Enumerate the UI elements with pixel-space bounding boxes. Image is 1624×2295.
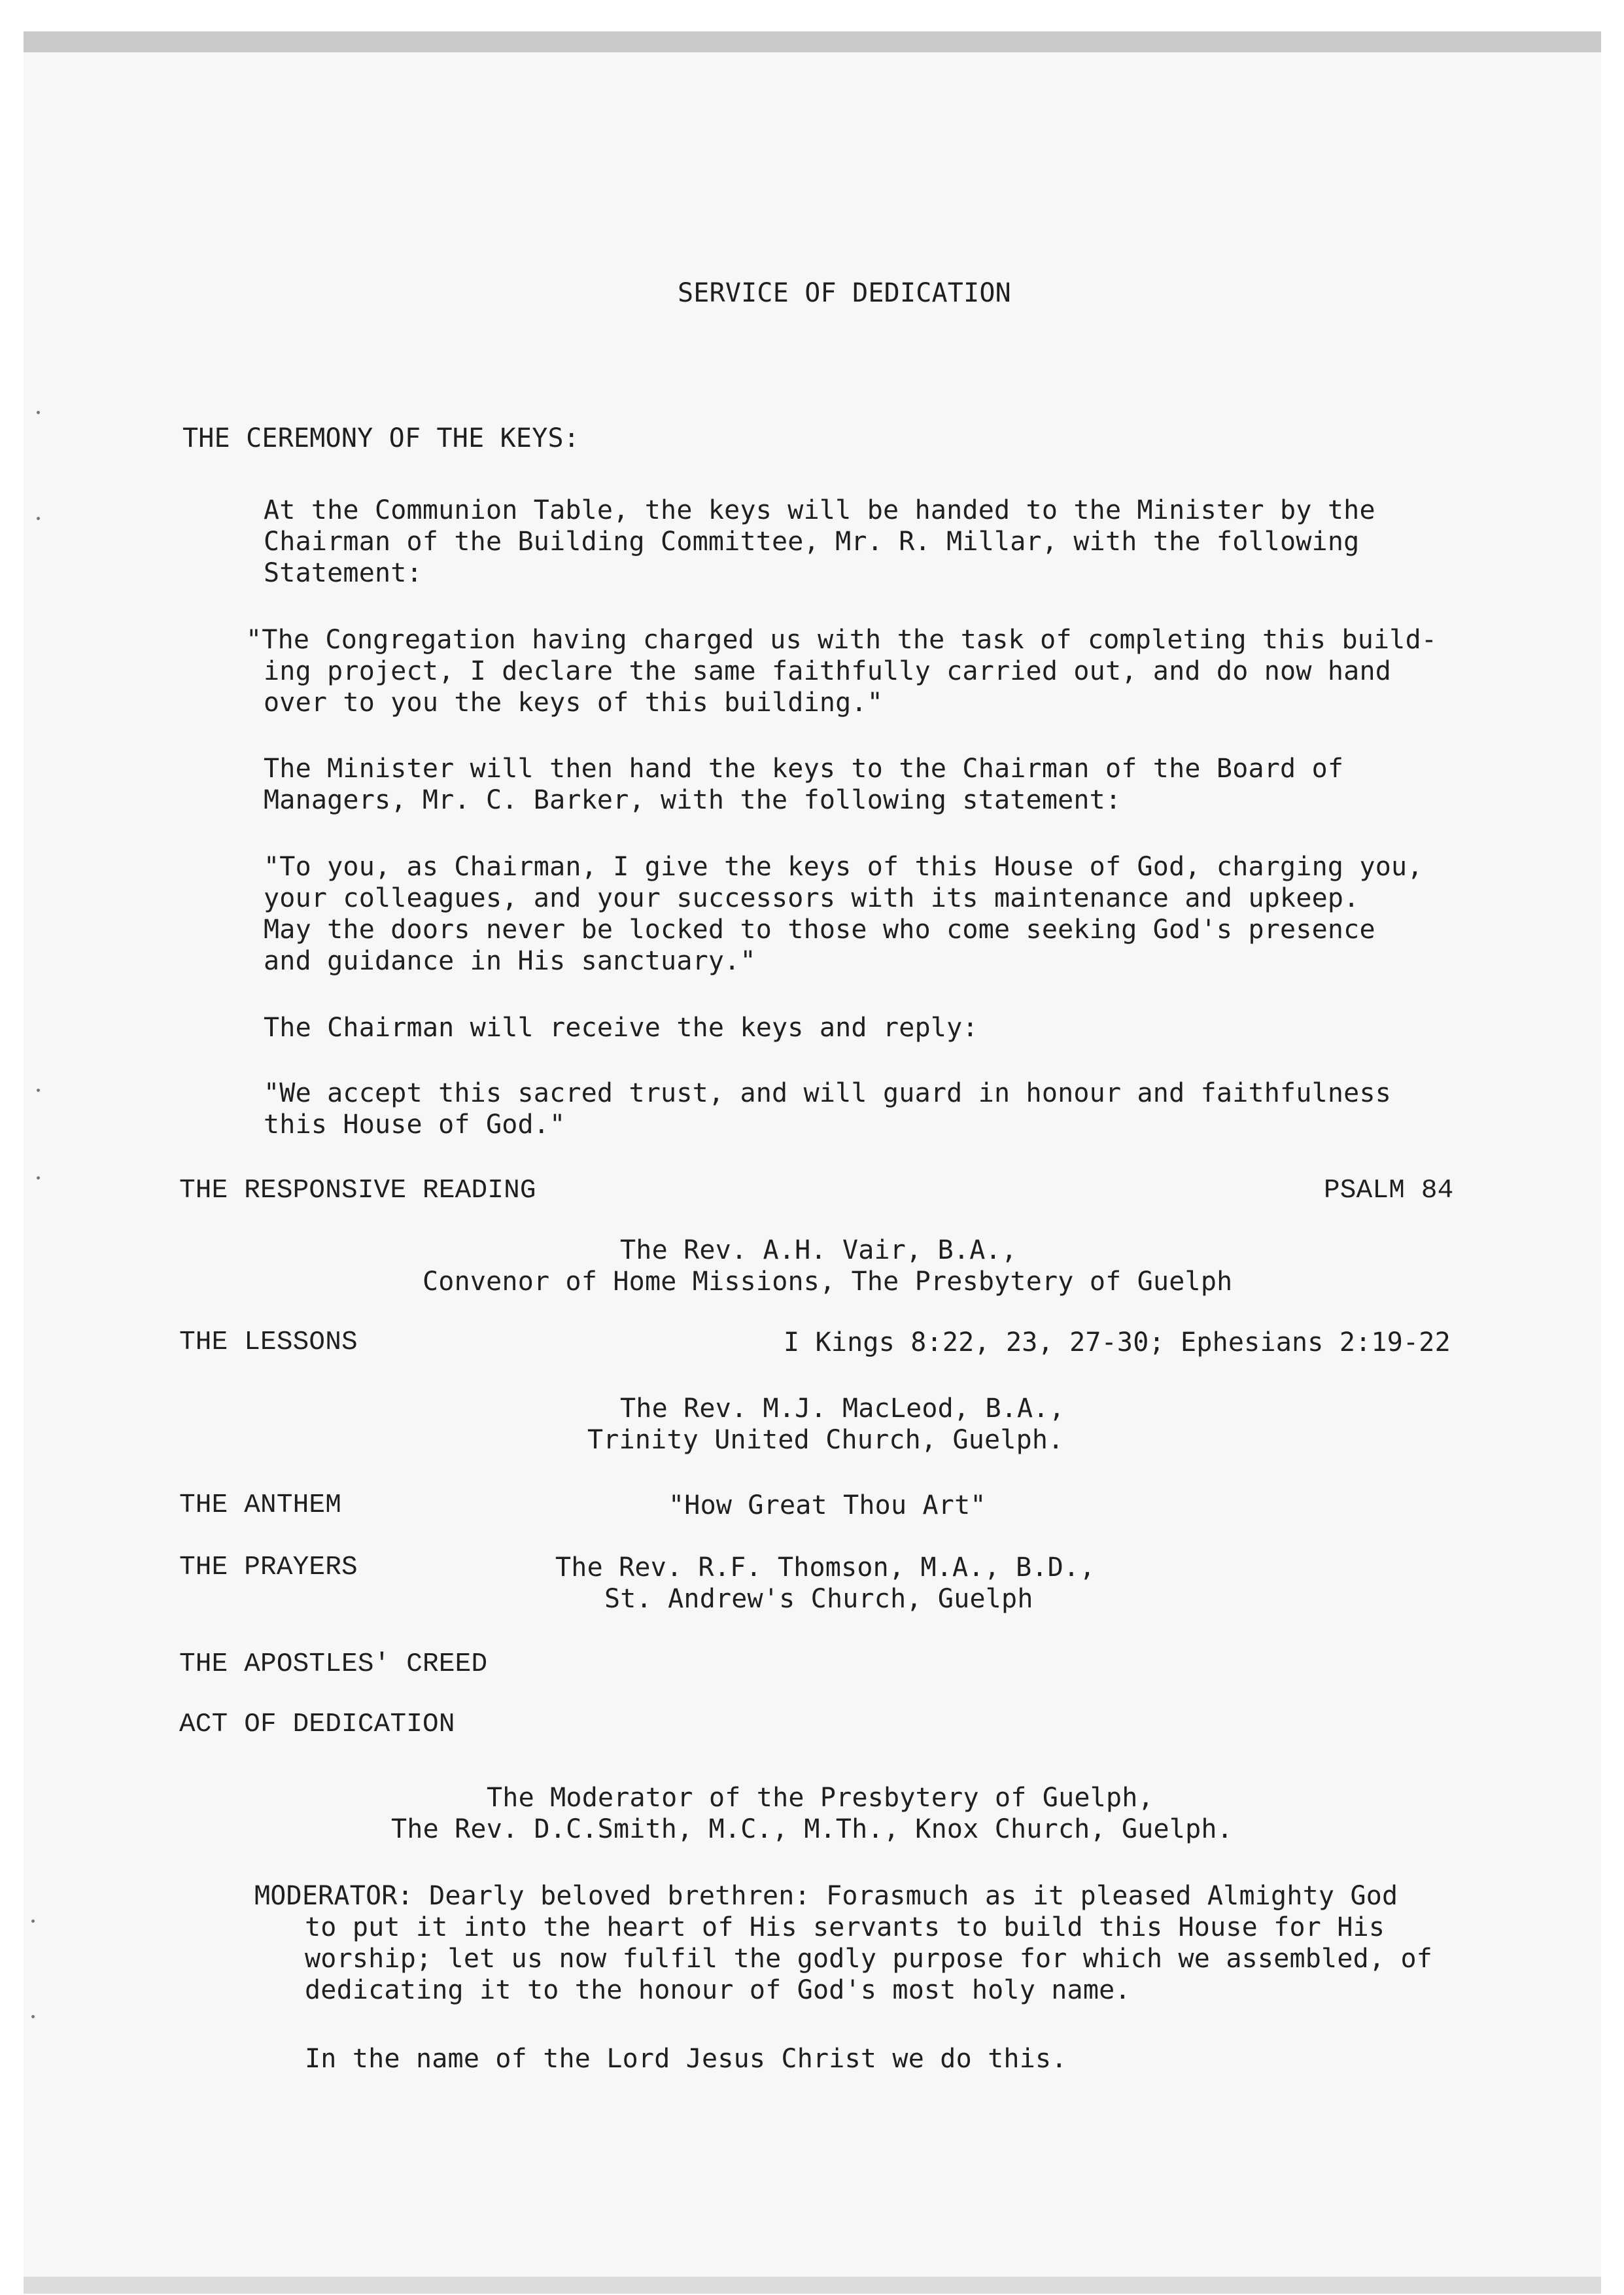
keys-quote-line: ing project, I declare the same faithfully carried out, and do now hand — [264, 656, 1392, 686]
keys-heading: THE CEREMONY OF THE KEYS: — [182, 423, 580, 453]
document-page — [24, 31, 1601, 2294]
keys-reply-line: this House of God." — [264, 1110, 566, 1140]
keys-intro-line: Statement: — [264, 558, 423, 588]
keys-quote-line: "The Congregation having charged us with the task of completing this build- — [246, 625, 1438, 655]
chairman-receive: The Chairman will receive the keys and reply: — [264, 1013, 978, 1043]
dedication-moderator-line: The Rev. D.C.Smith, M.C., M.Th., Knox Church, Guelph. — [391, 1814, 1233, 1844]
responsive-reading-leader-role: Convenor of Home Missions, The Presbytery of Guelph — [423, 1267, 1233, 1297]
moderator-text-line: to put it into the heart of His servants to build this House for His — [305, 1912, 1385, 1942]
paper-speck — [31, 2015, 35, 2018]
prayers-leader-church: St. Andrew's Church, Guelph — [604, 1584, 1033, 1614]
keys-quote-line: May the doors never be locked to those who come seeking God's presence — [264, 915, 1375, 945]
page-title: SERVICE OF DEDICATION — [678, 278, 1011, 308]
keys-reply-line: "We accept this sacred trust, and will guard in honour and faithfulness — [264, 1078, 1392, 1108]
dedication-moderator-line: The Moderator of the Presbytery of Guelph, — [487, 1783, 1154, 1813]
responsive-reading-heading: THE RESPONSIVE READING — [179, 1176, 536, 1206]
lessons-scripture: I Kings 8:22, 23, 27-30; Ephesians 2:19-22 — [784, 1327, 1451, 1358]
paper-speck — [37, 411, 40, 414]
minister-hand-line: The Minister will then hand the keys to the Chairman of the Board of — [264, 754, 1344, 784]
keys-intro-line: At the Communion Table, the keys will be handed to the Minister by the — [264, 495, 1375, 525]
dedication-heading: ACT OF DEDICATION — [179, 1709, 455, 1740]
moderator-text-line: MODERATOR: Dearly beloved brethren: Forasmuch as it pleased Almighty God — [254, 1881, 1398, 1911]
responsive-reading-leader: The Rev. A.H. Vair, B.A., — [620, 1235, 1018, 1265]
minister-hand-line: Managers, Mr. C. Barker, with the following statement: — [264, 785, 1122, 815]
moderator-text-line: dedicating it to the honour of God's most holy name. — [305, 1975, 1131, 2005]
psalm-reference: PSALM 84 — [1324, 1176, 1454, 1206]
prayers-heading: THE PRAYERS — [179, 1552, 358, 1583]
lessons-heading: THE LESSONS — [179, 1327, 358, 1358]
paper-speck — [37, 517, 40, 520]
paper-speck — [31, 1919, 35, 1923]
prayers-leader: The Rev. R.F. Thomson, M.A., B.D., — [555, 1552, 1096, 1583]
keys-quote-line: "To you, as Chairman, I give the keys of this House of God, charging you, — [264, 852, 1423, 882]
lessons-reader: The Rev. M.J. MacLeod, B.A., — [620, 1393, 1065, 1424]
dedication-closing: In the name of the Lord Jesus Christ we do this. — [305, 2044, 1067, 2074]
lessons-reader-church: Trinity United Church, Guelph. — [587, 1425, 1064, 1455]
paper-speck — [37, 1176, 40, 1180]
moderator-text-line: worship; let us now fulfil the godly purpose for which we assembled, of — [305, 1944, 1433, 1974]
keys-quote-line: and guidance in His sanctuary." — [264, 946, 756, 976]
keys-intro-line: Chairman of the Building Committee, Mr. R. Millar, with the following — [264, 527, 1360, 557]
creed-heading: THE APOSTLES' CREED — [179, 1649, 488, 1679]
keys-quote-line: over to you the keys of this building." — [264, 688, 883, 718]
paper-speck — [37, 1089, 40, 1092]
keys-quote-line: your colleagues, and your successors with its maintenance and upkeep. — [264, 883, 1360, 913]
anthem-heading: THE ANTHEM — [179, 1490, 342, 1520]
anthem-title: "How Great Thou Art" — [668, 1490, 986, 1520]
